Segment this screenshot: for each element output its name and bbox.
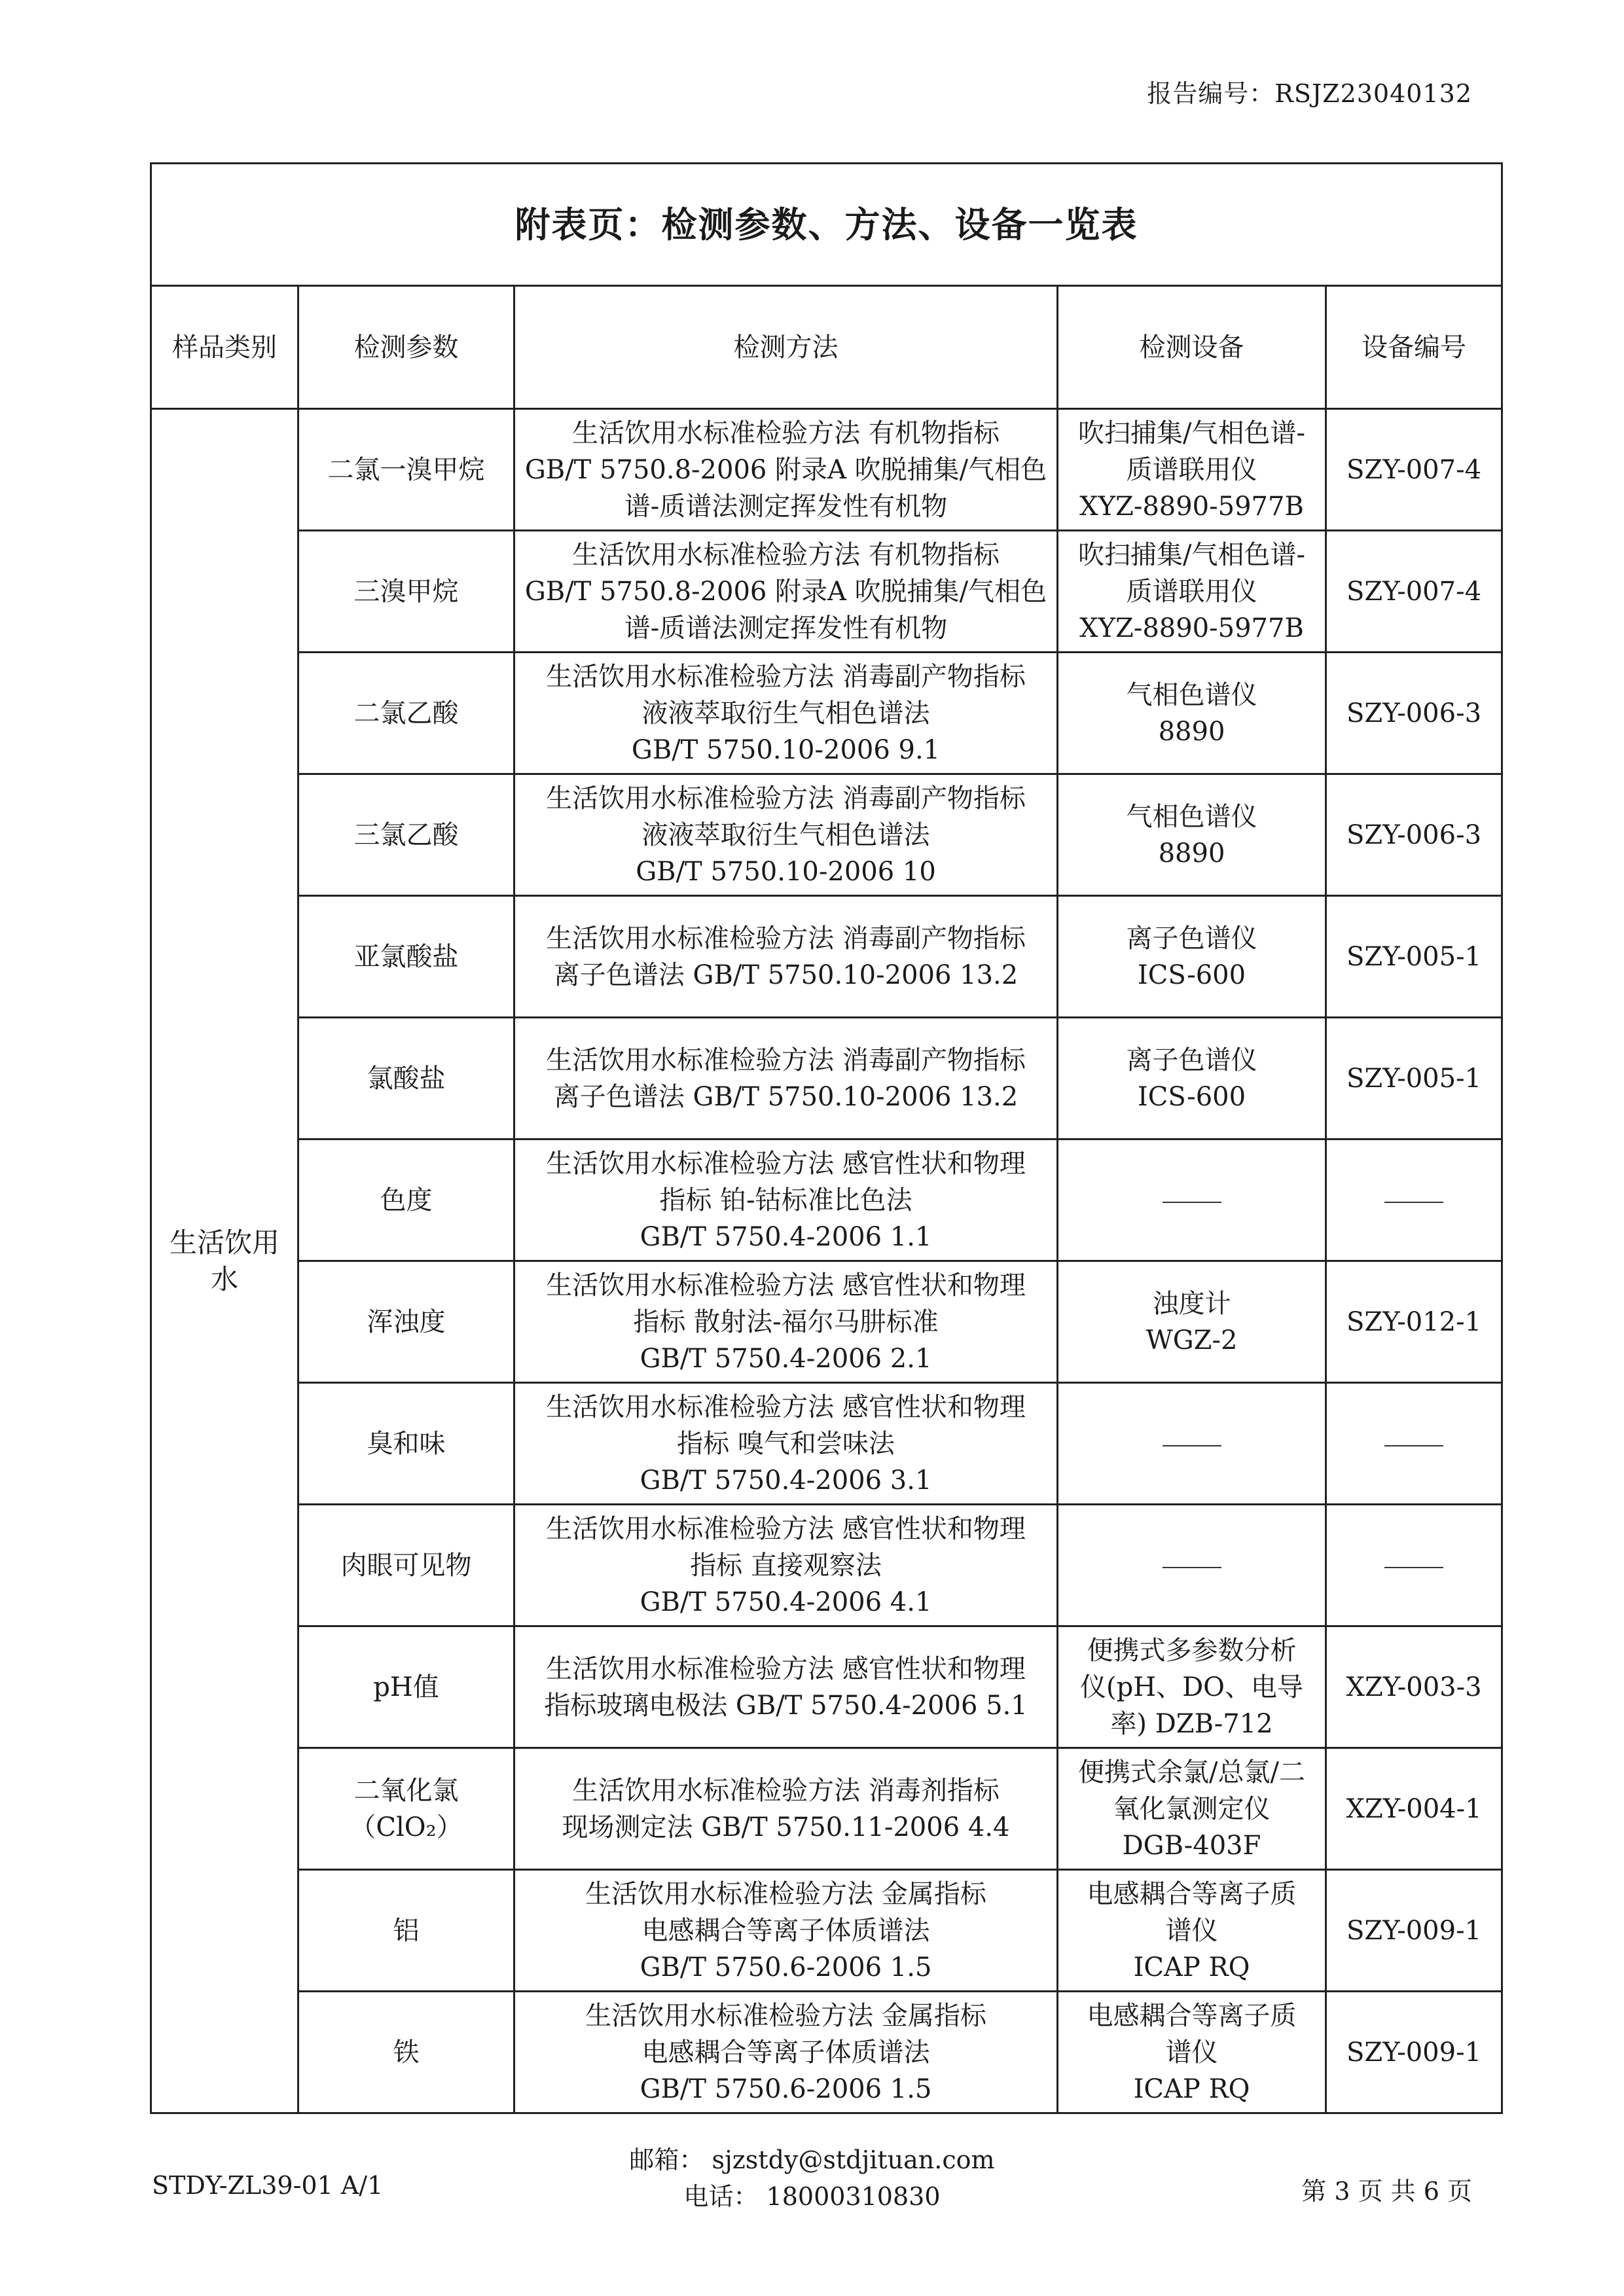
- cell-line: 二氯乙酸: [353, 698, 459, 728]
- cell-line: 生活饮用水标准检验方法 有机物指标: [572, 418, 1000, 448]
- cell-line: ICS-600: [1137, 960, 1246, 990]
- cell-line: 生活饮用水标准检验方法 金属指标: [585, 1878, 986, 1909]
- table-title: 附表页：检测参数、方法、设备一览表: [151, 164, 1502, 286]
- table-row: [151, 1505, 1502, 1626]
- equipment-cell: [1058, 1505, 1326, 1626]
- equipment-cell: [1058, 653, 1326, 774]
- equipment-code-cell: SZY-009-1: [1326, 1870, 1502, 1992]
- method-cell: [514, 1018, 1058, 1139]
- cell-line: 电感耦合等离子体质谱法: [641, 2037, 930, 2068]
- cell-line: GB/T 5750.10-2006 9.1: [631, 734, 941, 765]
- param-cell: [298, 1748, 514, 1870]
- equipment-cell: [1058, 1748, 1326, 1870]
- param-cell: [298, 653, 514, 774]
- cell-line: GB/T 5750.6-2006 1.5: [640, 1952, 932, 1982]
- cell-line: 率) DZB-712: [1110, 1708, 1273, 1739]
- method-cell: [514, 1505, 1058, 1626]
- cell-line: 气相色谱仪: [1126, 801, 1257, 832]
- table-row: [151, 1992, 1502, 2113]
- param-cell: [298, 896, 514, 1018]
- parameters-table: [150, 162, 1503, 2114]
- cell-line: 气相色谱仪: [1126, 679, 1257, 710]
- cell-line: GB/T 5750.6-2006 1.5: [640, 2073, 932, 2104]
- param-cell: [298, 1505, 514, 1626]
- cell-line: ICAP RQ: [1133, 2073, 1250, 2104]
- cell-line: GB/T 5750.4-2006 2.1: [640, 1343, 932, 1374]
- page-number: 第 3 页 共 6 页: [1301, 2177, 1472, 2206]
- cell-line: 电感耦合等离子质: [1087, 1878, 1297, 1909]
- method-cell: [514, 1139, 1058, 1261]
- cell-line: 生活饮用水标准检验方法 消毒副产物指标: [546, 783, 1026, 814]
- equipment-cell: [1058, 531, 1326, 653]
- param-cell: [298, 1139, 514, 1261]
- equipment-cell: [1058, 1018, 1326, 1139]
- cell-line: 指标 直接观察法: [690, 1550, 882, 1581]
- cell-line: 8890: [1158, 838, 1225, 869]
- table-row: [151, 1261, 1502, 1383]
- cell-line: 指标玻璃电极法 GB/T 5750.4-2006 5.1: [544, 1690, 1028, 1721]
- cell-line: 肉眼可见物: [340, 1550, 472, 1581]
- equipment-code-cell: XZY-004-1: [1326, 1748, 1502, 1870]
- method-cell: [514, 1992, 1058, 2113]
- cell-line: XYZ-8890-5977B: [1079, 613, 1304, 643]
- cell-line: 便携式余氯/总氯/二: [1078, 1757, 1305, 1787]
- cell-line: 谱仪: [1165, 1915, 1218, 1946]
- cell-line: 臭和味: [367, 1428, 446, 1459]
- cell-line: 指标 散射法-福尔马肼标准: [633, 1306, 939, 1337]
- cell-line: 铁: [393, 2037, 420, 2068]
- cell-line: ICS-600: [1137, 1081, 1246, 1112]
- column-header: 样品类别: [151, 286, 298, 409]
- cell-line: 生活饮用水标准检验方法 感官性状和物理: [546, 1391, 1026, 1422]
- cell-line: GB/T 5750.4-2006 1.1: [640, 1221, 932, 1252]
- cell-line: 液液萃取衍生气相色谱法: [641, 819, 930, 850]
- cell-line: 质谱联用仪: [1126, 576, 1257, 607]
- equipment-code-cell: [1326, 1383, 1502, 1505]
- equipment-cell: [1058, 1383, 1326, 1505]
- cell-line: GB/T 5750.8-2006 附录A 吹脱捕集/气相色: [524, 576, 1047, 607]
- cell-line: XYZ-8890-5977B: [1079, 491, 1304, 522]
- cell-line: 8890: [1158, 716, 1225, 747]
- equipment-code-cell: SZY-005-1: [1326, 1018, 1502, 1139]
- email-text: 邮箱： sjzstdy@stdjituan.com: [629, 2145, 995, 2174]
- table-row: [151, 653, 1502, 774]
- cell-line: 生活饮用水标准检验方法 感官性状和物理: [546, 1270, 1026, 1300]
- cell-line: 生活饮用水标准检验方法 消毒副产物指标: [546, 661, 1026, 692]
- cell-line: 生活饮用水标准检验方法 感官性状和物理: [546, 1513, 1026, 1544]
- cell-line: 离子色谱仪: [1126, 1045, 1257, 1075]
- cell-line: 氧化氯测定仪: [1113, 1793, 1271, 1824]
- table-row: [151, 1018, 1502, 1139]
- param-cell: [298, 1626, 514, 1748]
- equipment-cell: [1058, 1992, 1326, 2113]
- cell-line: 吹扫捕集/气相色谱-: [1078, 418, 1305, 448]
- equipment-code-cell: SZY-007-4: [1326, 409, 1502, 531]
- equipment-code-cell: XZY-003-3: [1326, 1626, 1502, 1748]
- param-cell: [298, 1992, 514, 2113]
- cell-line: 指标 铂-钴标准比色法: [659, 1185, 912, 1215]
- empty-dash: [1384, 1567, 1443, 1568]
- cell-line: GB/T 5750.8-2006 附录A 吹脱捕集/气相色: [524, 454, 1047, 485]
- cell-line: 生活饮用水标准检验方法 消毒副产物指标: [546, 923, 1026, 954]
- cell-line: GB/T 5750.10-2006 10: [636, 856, 936, 887]
- equipment-code-cell: SZY-012-1: [1326, 1261, 1502, 1383]
- cell-line: 生活饮用水标准检验方法 消毒剂指标: [572, 1775, 1000, 1806]
- cell-line: pH值: [373, 1672, 439, 1702]
- cell-line: GB/T 5750.4-2006 4.1: [640, 1587, 932, 1617]
- table-row: [151, 409, 1502, 531]
- column-header: 检测参数: [298, 286, 514, 409]
- equipment-code-cell: SZY-005-1: [1326, 896, 1502, 1018]
- cell-line: 亚氯酸盐: [353, 941, 459, 972]
- empty-dash: [1163, 1567, 1221, 1568]
- equipment-code-cell: [1326, 1139, 1502, 1261]
- cell-line: 二氧化氯: [353, 1775, 459, 1806]
- column-header: 检测方法: [514, 286, 1058, 409]
- cell-line: 氯酸盐: [367, 1063, 446, 1094]
- cell-line: 电感耦合等离子质: [1087, 2000, 1297, 2031]
- cell-line: 离子色谱法 GB/T 5750.10-2006 13.2: [553, 1081, 1019, 1112]
- table-row: [151, 1748, 1502, 1870]
- phone-text: 电话： 18000310830: [683, 2182, 941, 2211]
- cell-line: 生活饮用水标准检验方法 消毒副产物指标: [546, 1045, 1026, 1075]
- category-line: 水: [210, 1263, 238, 1295]
- method-cell: [514, 896, 1058, 1018]
- equipment-cell: [1058, 409, 1326, 531]
- cell-line: 仪(pH、DO、电导: [1080, 1672, 1303, 1702]
- column-header: 设备编号: [1326, 286, 1502, 409]
- equipment-code-cell: SZY-006-3: [1326, 774, 1502, 896]
- equipment-cell: [1058, 896, 1326, 1018]
- cell-line: 生活饮用水标准检验方法 金属指标: [585, 2000, 986, 2031]
- param-cell: [298, 531, 514, 653]
- document-code: STDY-ZL39-01 A/1: [152, 2171, 384, 2200]
- cell-line: 三氯乙酸: [353, 819, 459, 850]
- cell-line: 谱-质谱法测定挥发性有机物: [624, 491, 948, 522]
- cell-line: （ClO₂）: [350, 1812, 463, 1842]
- method-cell: [514, 1383, 1058, 1505]
- equipment-code-cell: SZY-006-3: [1326, 653, 1502, 774]
- cell-line: 质谱联用仪: [1126, 454, 1257, 485]
- cell-line: 浑浊度: [367, 1306, 446, 1337]
- cell-line: DGB-403F: [1122, 1830, 1261, 1861]
- cell-line: 生活饮用水标准检验方法 感官性状和物理: [546, 1653, 1026, 1684]
- empty-dash: [1384, 1202, 1443, 1203]
- cell-line: WGZ-2: [1146, 1325, 1238, 1355]
- report-number: 报告编号：RSJZ23040132: [1147, 79, 1472, 108]
- empty-dash: [1163, 1445, 1221, 1446]
- table-row: [151, 531, 1502, 653]
- cell-line: 吹扫捕集/气相色谱-: [1078, 539, 1305, 570]
- cell-line: 色度: [380, 1185, 433, 1215]
- param-cell: [298, 774, 514, 896]
- empty-dash: [1384, 1445, 1443, 1446]
- table-row: [151, 896, 1502, 1018]
- cell-line: 谱仪: [1165, 2037, 1218, 2068]
- equipment-cell: [1058, 1261, 1326, 1383]
- sample-category-cell: [151, 409, 298, 2113]
- table-row: [151, 1383, 1502, 1505]
- empty-dash: [1163, 1202, 1221, 1203]
- param-cell: [298, 1018, 514, 1139]
- param-cell: [298, 1261, 514, 1383]
- cell-line: 谱-质谱法测定挥发性有机物: [624, 613, 948, 643]
- method-cell: [514, 1748, 1058, 1870]
- cell-line: 电感耦合等离子体质谱法: [641, 1915, 930, 1946]
- cell-line: 三溴甲烷: [353, 576, 459, 607]
- cell-line: 离子色谱法 GB/T 5750.10-2006 13.2: [553, 960, 1019, 990]
- equipment-cell: [1058, 1870, 1326, 1992]
- cell-line: 指标 嗅气和尝味法: [677, 1428, 895, 1459]
- equipment-code-cell: SZY-009-1: [1326, 1992, 1502, 2113]
- method-cell: [514, 531, 1058, 653]
- param-cell: [298, 1383, 514, 1505]
- table-header-row: [151, 286, 1502, 409]
- param-cell: [298, 409, 514, 531]
- equipment-cell: [1058, 1626, 1326, 1748]
- method-cell: [514, 1261, 1058, 1383]
- cell-line: ICAP RQ: [1133, 1952, 1250, 1982]
- cell-line: 二氯一溴甲烷: [327, 454, 485, 485]
- cell-line: 铝: [393, 1915, 420, 1946]
- table-row: [151, 1870, 1502, 1992]
- table-row: [151, 1626, 1502, 1748]
- equipment-code-cell: [1326, 1505, 1502, 1626]
- param-cell: [298, 1870, 514, 1992]
- equipment-cell: [1058, 1139, 1326, 1261]
- method-cell: [514, 774, 1058, 896]
- cell-line: 离子色谱仪: [1126, 923, 1257, 954]
- table-row: [151, 774, 1502, 896]
- method-cell: [514, 653, 1058, 774]
- column-header: 检测设备: [1058, 286, 1326, 409]
- cell-line: 液液萃取衍生气相色谱法: [641, 698, 930, 728]
- equipment-code-cell: SZY-007-4: [1326, 531, 1502, 653]
- cell-line: 生活饮用水标准检验方法 有机物指标: [572, 539, 1000, 570]
- cell-line: 便携式多参数分析: [1087, 1635, 1297, 1666]
- category-line: 生活饮用: [169, 1226, 280, 1259]
- cell-line: 浊度计: [1152, 1288, 1231, 1319]
- method-cell: [514, 1626, 1058, 1748]
- table-row: [151, 1139, 1502, 1261]
- equipment-cell: [1058, 774, 1326, 896]
- cell-line: 生活饮用水标准检验方法 感官性状和物理: [546, 1148, 1026, 1179]
- cell-line: 现场测定法 GB/T 5750.11-2006 4.4: [562, 1812, 1010, 1842]
- method-cell: [514, 409, 1058, 531]
- method-cell: [514, 1870, 1058, 1992]
- cell-line: GB/T 5750.4-2006 3.1: [640, 1465, 932, 1496]
